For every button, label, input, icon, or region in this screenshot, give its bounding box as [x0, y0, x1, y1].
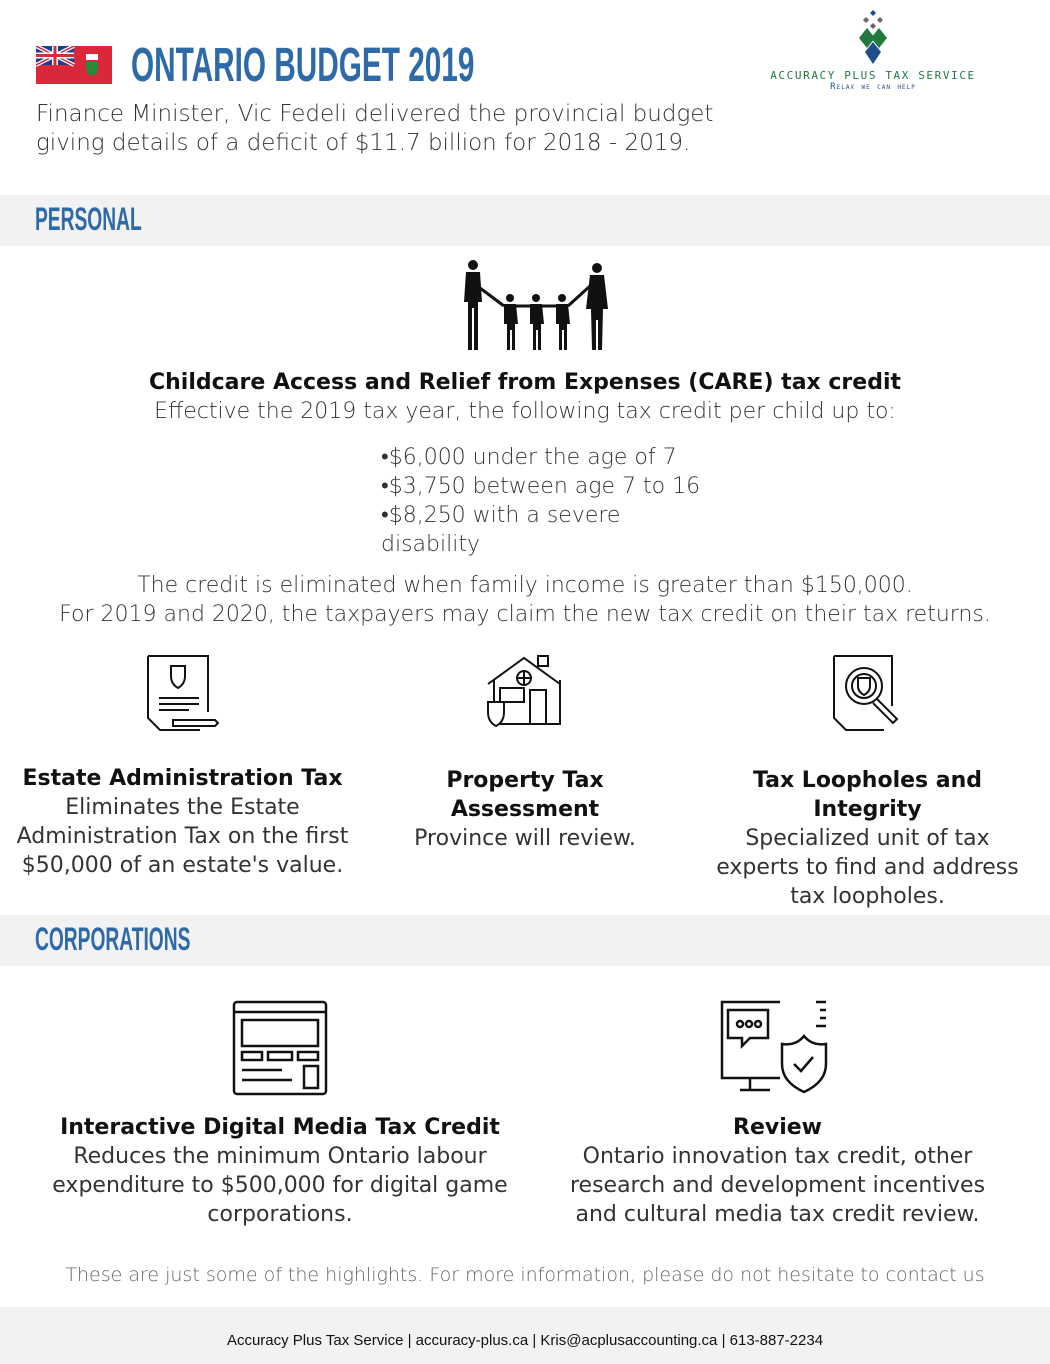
document-shield-icon — [145, 654, 219, 732]
intro-line: Finance Minister, Vic Fedeli delivered the provincial budget — [36, 101, 714, 127]
footer-contact: Accuracy Plus Tax Service | accuracy-plus.ca | Kris@acplusaccounting.ca | 613-887-2234 — [0, 1307, 1050, 1364]
bullet-text: $6,000 under the age of 7 — [388, 445, 677, 470]
care-note: For 2019 and 2020, the taxpayers may claim the new tax credit on their tax returns. — [59, 602, 991, 627]
closing-text: These are just some of the highlights. For more information, please do not hesitate to contact us — [65, 1264, 985, 1286]
item-title: Estate Administration Tax — [22, 766, 343, 791]
property-tax-item — [375, 766, 675, 853]
digital-media-item — [50, 1113, 510, 1229]
section-title: PERSONAL — [35, 201, 142, 237]
section-title: CORPORATIONS — [35, 921, 191, 957]
care-section — [0, 368, 1050, 629]
review-item — [555, 1113, 1000, 1229]
logo-name: ACCURACY PLUS TAX SERVICE — [770, 69, 976, 82]
item-text: Ontario innovation tax credit, other research and development incentives and cultural media tax credit review. — [569, 1144, 986, 1227]
bullet-item: •$8,250 with a severe disability — [381, 503, 621, 557]
bullet-item: •$3,750 between age 7 to 16 — [381, 474, 701, 499]
care-note: The credit is eliminated when family income is greater than $150,000. — [137, 573, 913, 598]
item-title: Property Tax Assessment — [446, 768, 604, 822]
item-text: Province will review. — [414, 826, 636, 851]
item-title: Interactive Digital Media Tax Credit — [60, 1115, 500, 1140]
item-title: Tax Loopholes and Integrity — [752, 768, 983, 822]
care-subtitle: Effective the 2019 tax year, the following tax credit per child up to: — [154, 399, 896, 424]
item-text: Specialized unit of tax experts to find and address tax loopholes. — [716, 826, 1019, 909]
item-text: Reduces the minimum Ontario labour expenditure to $500,000 for digital game corporations. — [52, 1144, 508, 1227]
page-title: ONTARIO BUDGET 2019 — [131, 39, 475, 92]
care-bullets — [349, 443, 701, 559]
web-layout-icon — [232, 1000, 328, 1096]
bullet-text: $3,750 between age 7 to 16 — [388, 474, 701, 499]
item-text: Eliminates the Estate Administration Tax on the first $50,000 of an estate's value. — [16, 795, 349, 878]
bullet-text: $8,250 with a severe disability — [381, 503, 621, 557]
estate-tax-item — [10, 764, 355, 880]
care-title: Childcare Access and Relief from Expenses (CARE) tax credit — [148, 370, 902, 395]
family-icon — [452, 258, 614, 353]
house-shield-icon — [484, 654, 564, 732]
bullet-item: •$6,000 under the age of 7 — [381, 445, 677, 470]
intro-line: giving details of a deficit of $11.7 billion for 2018 - 2019. — [36, 130, 691, 156]
monitor-shield-icon — [720, 1000, 832, 1096]
section-header-personal — [0, 195, 1050, 246]
item-title: Review — [733, 1115, 822, 1140]
diamond-logo-icon — [843, 8, 903, 66]
company-logo — [750, 8, 996, 92]
ontario-flag-icon — [36, 46, 112, 84]
logo-tagline: Relax we can help — [830, 82, 916, 92]
intro-text — [36, 100, 713, 158]
tax-loopholes-item — [705, 766, 1030, 911]
search-shield-icon — [830, 654, 906, 732]
section-header-corporations — [0, 915, 1050, 966]
